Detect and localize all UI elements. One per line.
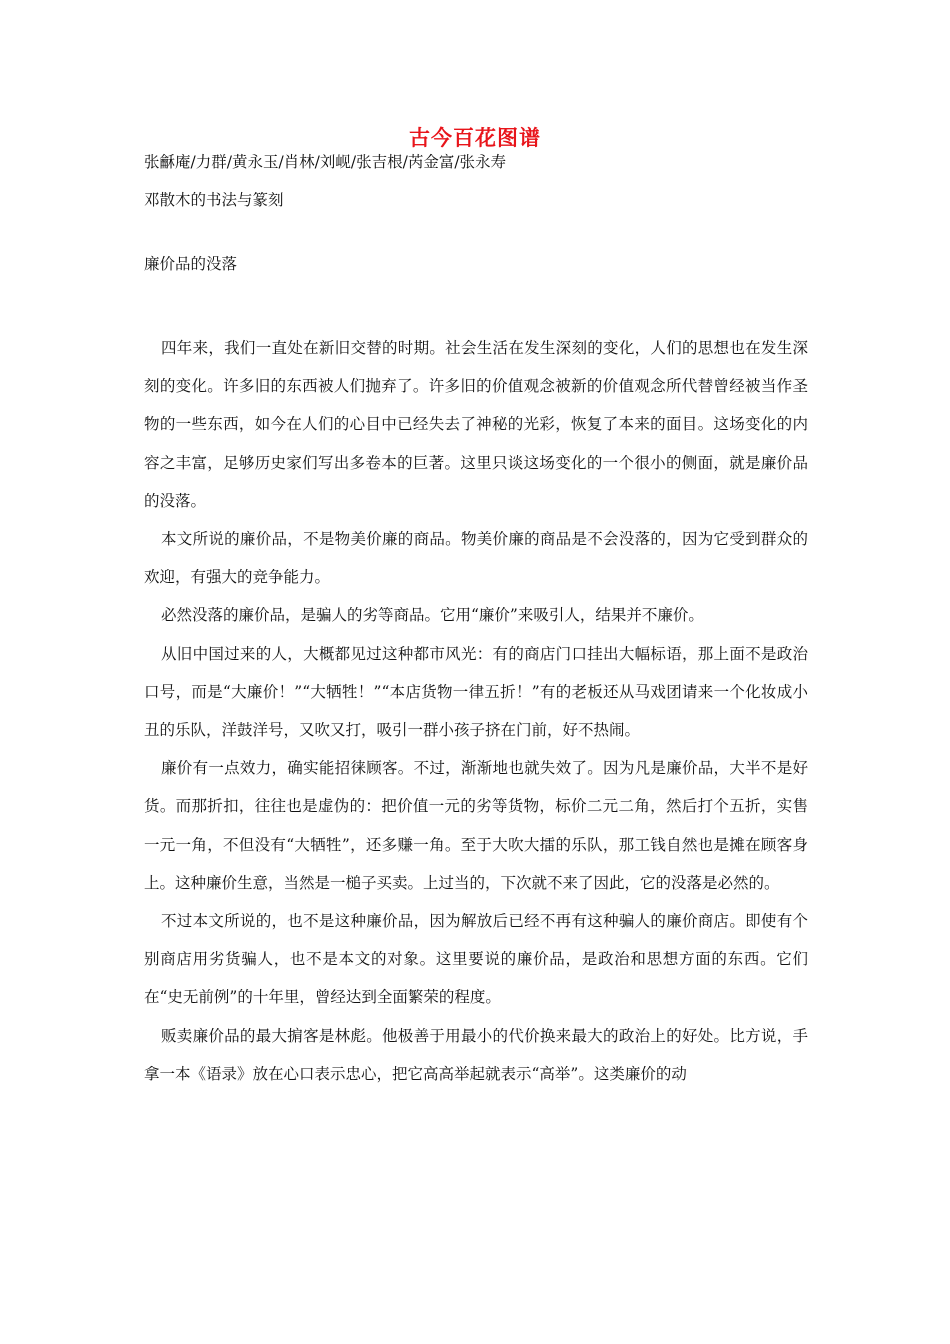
section-heading: 廉价品的没落	[144, 255, 238, 273]
paragraph: 廉价有一点效力，确实能招徕顾客。不过，渐渐地也就失效了。因为凡是廉价品，大半不是好货。而那折扣，往往也是虚伪的：把价值一元的劣等货物，标价二元二角，然后打个五折，实售一元一角，不但没有“大牺牲”，还多赚一角。至于大吹大擂的乐队，那工钱自然也是摊在顾客身上。这种廉价生意，当然是一槌子买卖。上过当的，下次就不来了因此，它的没落是必然的。	[144, 759, 808, 892]
paragraph: 四年来，我们一直处在新旧交替的时期。社会生活在发生深刻的变化，人们的思想也在发生深刻的变化。许多旧的东西被人们抛弃了。许多旧的价值观念被新的价值观念所代替曾经被当作圣物的一些东西，如今在人们的心目中已经失去了神秘的光彩，恢复了本来的面目。这场变化的内容之丰富，足够历史家们写出多卷本的巨著。这里只谈这场变化的一个很小的侧面，就是廉价品的没落。	[144, 339, 808, 510]
author-line: 张龢庵/力群/黄永玉/肖林/刘岘/张吉根/芮金富/张永寿	[144, 153, 507, 171]
subtitle: 邓散木的书法与篆刻	[144, 191, 284, 209]
paragraph: 不过本文所说的，也不是这种廉价品，因为解放后已经不再有这种骗人的廉价商店。即使有个别商店用劣货骗人，也不是本文的对象。这里要说的廉价品，是政治和思想方面的东西。它们在“史无前例”的十年里，曾经达到全面繁荣的程度。	[144, 912, 808, 1007]
document-title: 古今百花图谱	[409, 125, 541, 150]
paragraph: 必然没落的廉价品，是骗人的劣等商品。它用“廉价”来吸引人，结果并不廉价。	[161, 606, 704, 625]
paragraph: 本文所说的廉价品，不是物美价廉的商品。物美价廉的商品是不会没落的，因为它受到群众的欢迎，有强大的竞争能力。	[144, 530, 808, 587]
article-body	[144, 329, 808, 1093]
paragraph: 从旧中国过来的人，大概都见过这种都市风光：有的商店门口挂出大幅标语，那上面不是政治口号，而是“大廉价！”“大牺牲！”“本店货物一律五折！”有的老板还从马戏团请来一个化妆成小丑的乐队，洋鼓洋号，又吹又打，吸引一群小孩子挤在门前，好不热闹。	[144, 644, 808, 740]
paragraph: 贩卖廉价品的最大掮客是林彪。他极善于用最小的代价换来最大的政治上的好处。比方说，手拿一本《语录》放在心口表示忠心，把它高高举起就表示“高举”。这类廉价的动	[144, 1026, 808, 1083]
